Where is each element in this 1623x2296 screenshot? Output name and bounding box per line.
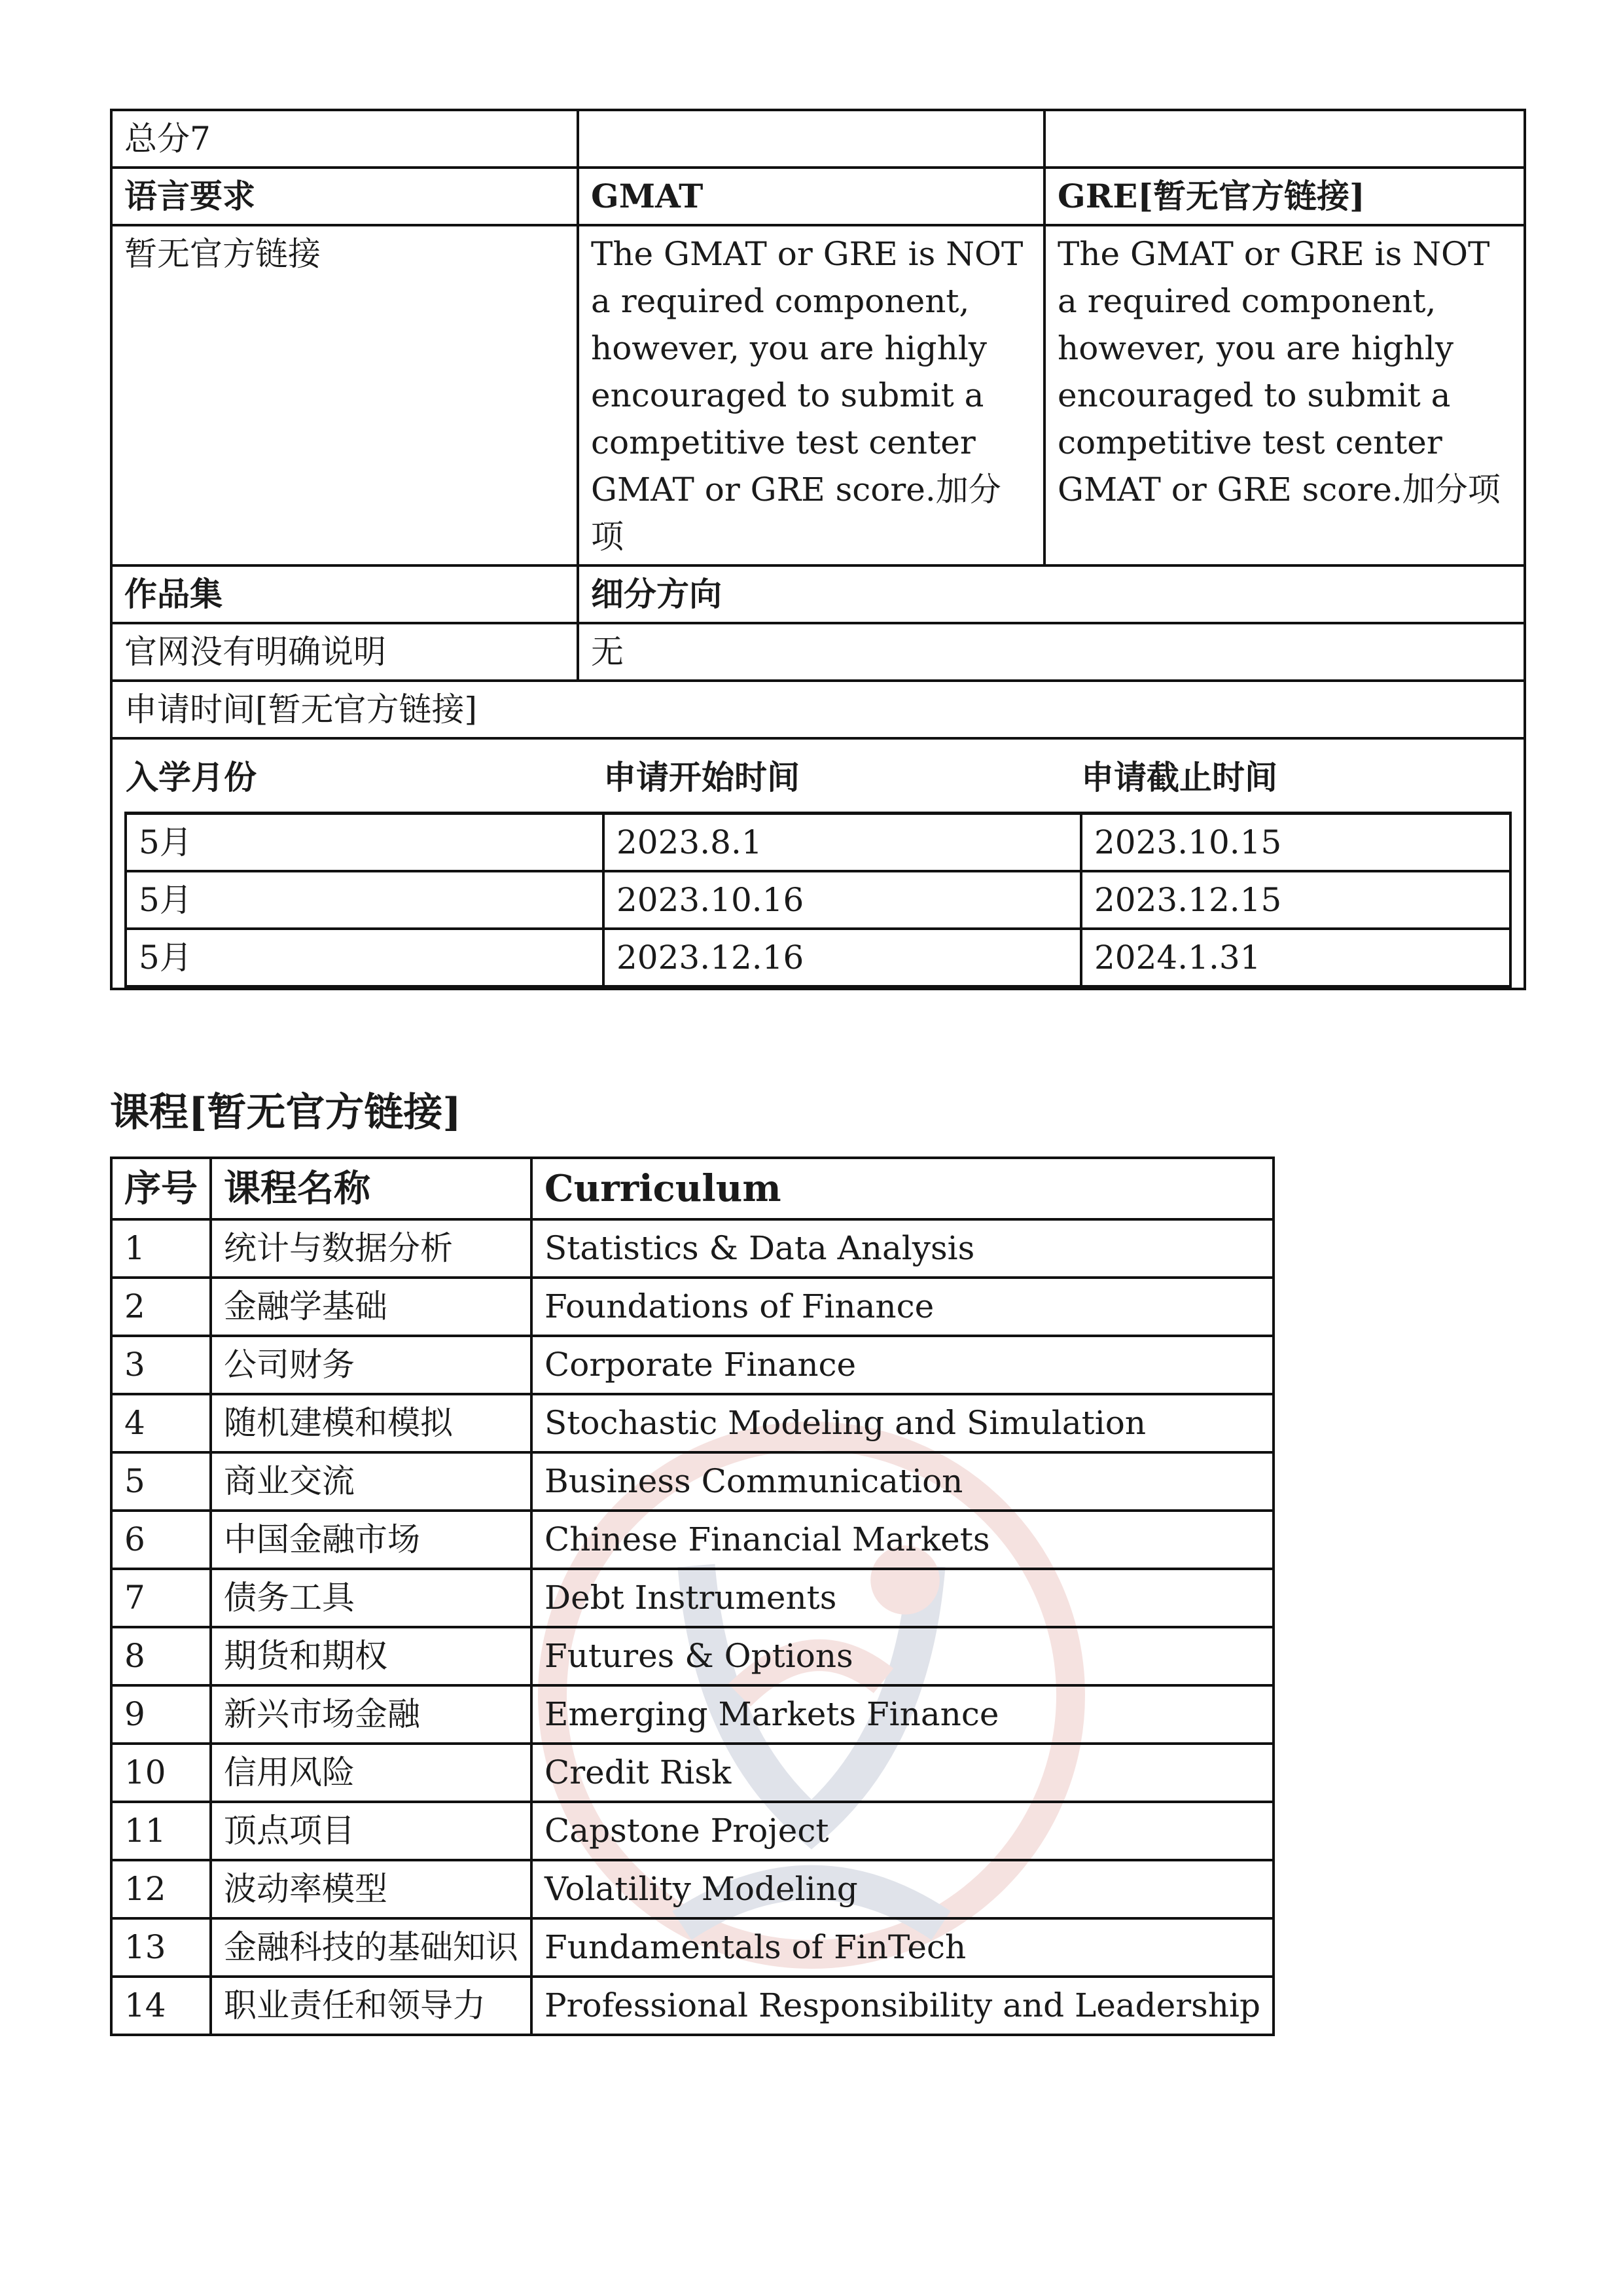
- course-name: 统计与数据分析: [211, 1219, 531, 1278]
- schedule-table: [124, 744, 1512, 988]
- schedule-header-deadline: 申请截止时间: [1081, 744, 1510, 814]
- intake-month: 5月: [126, 814, 603, 872]
- course-name: 中国金融市场: [211, 1511, 531, 1569]
- start-date: 2023.10.16: [603, 871, 1081, 929]
- course-row: [111, 1511, 1274, 1569]
- deadline-date: 2023.10.15: [1081, 814, 1510, 872]
- gre-header: GRE[暂无官方链接]: [1044, 168, 1525, 225]
- application-time-label: 申请时间[暂无官方链接]: [111, 681, 1525, 738]
- course-no: 14: [111, 1977, 211, 2035]
- course-row: [111, 1744, 1274, 1802]
- course-no: 10: [111, 1744, 211, 1802]
- course-row: [111, 1219, 1274, 1278]
- course-name: 公司财务: [211, 1336, 531, 1394]
- total-score-cell: 总分7: [111, 110, 578, 168]
- portfolio-value: 官网没有明确说明: [111, 623, 578, 681]
- deadline-date: 2023.12.15: [1081, 871, 1510, 929]
- courses-header-row: [111, 1158, 1274, 1219]
- courses-heading: 课程[暂无官方链接]: [110, 1090, 461, 1136]
- schedule-header-start: 申请开始时间: [603, 744, 1081, 814]
- intake-month: 5月: [126, 871, 603, 929]
- schedule-row-1: [126, 814, 1510, 872]
- course-curriculum: Credit Risk: [531, 1744, 1274, 1802]
- course-name: 金融科技的基础知识: [211, 1918, 531, 1977]
- course-curriculum: Chinese Financial Markets: [531, 1511, 1274, 1569]
- course-curriculum: Foundations of Finance: [531, 1278, 1274, 1336]
- test-header-row: [111, 168, 1525, 225]
- course-row: [111, 1860, 1274, 1918]
- gre-value: The GMAT or GRE is NOT a required component, however, you are highly encouraged to submit a competitive test center GMAT or GRE score.加分项: [1044, 225, 1525, 565]
- course-no: 4: [111, 1394, 211, 1452]
- track-value: 无: [578, 623, 1525, 681]
- course-curriculum: Business Communication: [531, 1452, 1274, 1511]
- empty-cell: [1044, 110, 1525, 168]
- intake-month: 5月: [126, 929, 603, 986]
- empty-cell: [578, 110, 1044, 168]
- gmat-header: GMAT: [578, 168, 1044, 225]
- course-no: 9: [111, 1685, 211, 1744]
- start-date: 2023.8.1: [603, 814, 1081, 872]
- application-time-row: [111, 681, 1525, 738]
- gmat-value: The GMAT or GRE is NOT a required component, however, you are highly encouraged to submit a competitive test center GMAT or GRE score.加分项: [578, 225, 1044, 565]
- course-row: [111, 1802, 1274, 1860]
- course-no: 2: [111, 1278, 211, 1336]
- course-name: 债务工具: [211, 1569, 531, 1627]
- courses-body: [111, 1219, 1274, 2035]
- language-header: 语言要求: [111, 168, 578, 225]
- course-no: 6: [111, 1511, 211, 1569]
- course-no: 13: [111, 1918, 211, 1977]
- score-row: [111, 110, 1525, 168]
- course-name: 商业交流: [211, 1452, 531, 1511]
- course-curriculum: Statistics & Data Analysis: [531, 1219, 1274, 1278]
- portfolio-header-row: [111, 565, 1525, 623]
- schedule-row-3: [126, 929, 1510, 986]
- course-no: 5: [111, 1452, 211, 1511]
- schedule-header-row: [126, 744, 1510, 814]
- course-curriculum: Stochastic Modeling and Simulation: [531, 1394, 1274, 1452]
- course-curriculum: Volatility Modeling: [531, 1860, 1274, 1918]
- deadline-date: 2024.1.31: [1081, 929, 1510, 986]
- schedule-row: [111, 738, 1525, 989]
- requirements-table: [110, 109, 1526, 990]
- schedule-header-intake: 入学月份: [126, 744, 603, 814]
- course-curriculum: Debt Instruments: [531, 1569, 1274, 1627]
- course-no-header: 序号: [111, 1158, 211, 1219]
- course-no: 12: [111, 1860, 211, 1918]
- course-curriculum: Fundamentals of FinTech: [531, 1918, 1274, 1977]
- course-name: 新兴市场金融: [211, 1685, 531, 1744]
- course-curriculum: Emerging Markets Finance: [531, 1685, 1274, 1744]
- course-name: 波动率模型: [211, 1860, 531, 1918]
- course-no: 11: [111, 1802, 211, 1860]
- course-name: 信用风险: [211, 1744, 531, 1802]
- course-no: 8: [111, 1627, 211, 1685]
- course-row: [111, 1977, 1274, 2035]
- portfolio-value-row: [111, 623, 1525, 681]
- course-no: 1: [111, 1219, 211, 1278]
- course-curriculum: Corporate Finance: [531, 1336, 1274, 1394]
- course-name: 期货和期权: [211, 1627, 531, 1685]
- course-no: 3: [111, 1336, 211, 1394]
- portfolio-header: 作品集: [111, 565, 578, 623]
- course-row: [111, 1278, 1274, 1336]
- language-value: 暂无官方链接: [111, 225, 578, 565]
- schedule-cell: [111, 738, 1525, 989]
- course-row: [111, 1569, 1274, 1627]
- schedule-row-2: [126, 871, 1510, 929]
- track-header: 细分方向: [578, 565, 1525, 623]
- course-name: 顶点项目: [211, 1802, 531, 1860]
- course-curriculum: Professional Responsibility and Leadership: [531, 1977, 1274, 2035]
- course-row: [111, 1918, 1274, 1977]
- courses-table: [110, 1157, 1275, 2036]
- start-date: 2023.12.16: [603, 929, 1081, 986]
- course-row: [111, 1685, 1274, 1744]
- course-row: [111, 1394, 1274, 1452]
- course-name-header: 课程名称: [211, 1158, 531, 1219]
- course-name: 职业责任和领导力: [211, 1977, 531, 2035]
- course-curriculum: Capstone Project: [531, 1802, 1274, 1860]
- course-name: 金融学基础: [211, 1278, 531, 1336]
- course-row: [111, 1336, 1274, 1394]
- course-name: 随机建模和模拟: [211, 1394, 531, 1452]
- course-no: 7: [111, 1569, 211, 1627]
- course-curriculum: Futures & Options: [531, 1627, 1274, 1685]
- test-detail-row: [111, 225, 1525, 565]
- course-row: [111, 1452, 1274, 1511]
- course-row: [111, 1627, 1274, 1685]
- curriculum-header: Curriculum: [531, 1158, 1274, 1219]
